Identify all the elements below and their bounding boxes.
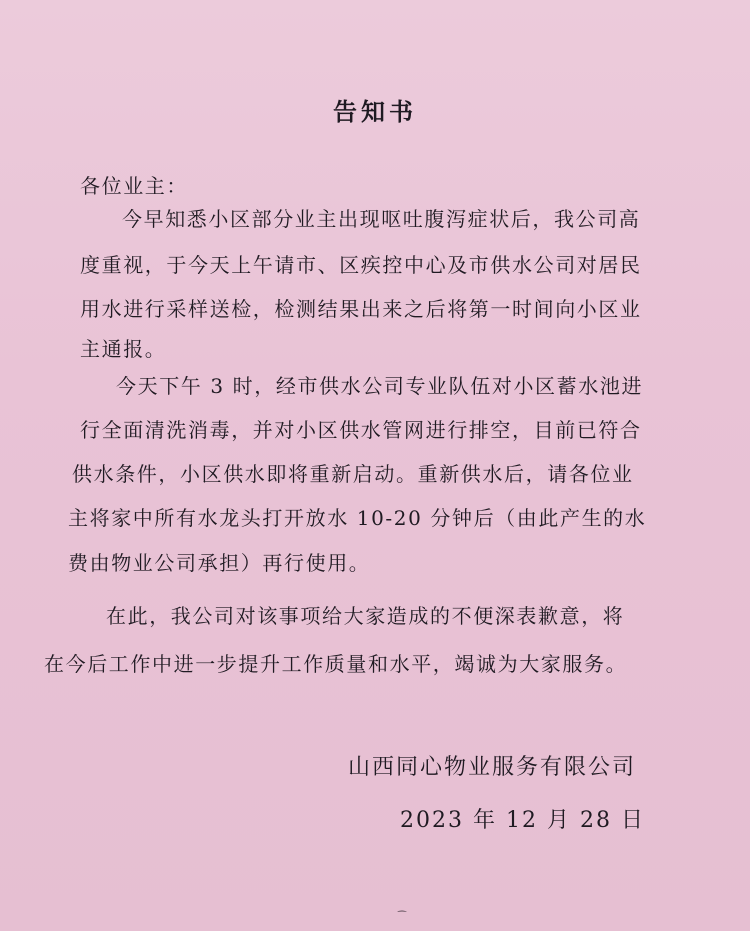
paragraph-line: 费由物业公司承担）再行使用。 bbox=[68, 551, 371, 575]
signature-company: 山西同心物业服务有限公司 bbox=[348, 755, 637, 780]
paragraph-line: 在今后工作中进一步提升工作质量和水平，竭诚为大家服务。 bbox=[44, 652, 628, 676]
paragraph-line: 行全面清洗消毒，并对小区供水管网进行排空，目前已符合 bbox=[80, 418, 642, 442]
salutation: 各位业主： bbox=[80, 174, 188, 198]
paragraph-line: 今天下午 3 时，经市供水公司专业队伍对小区蓄水池进 bbox=[116, 374, 644, 398]
paragraph-line: 主将家中所有水龙头打开放水 10-20 分钟后（由此产生的水 bbox=[68, 506, 647, 530]
paragraph-line: 供水条件，小区供水即将重新启动。重新供水后，请各位业 bbox=[72, 462, 634, 486]
paragraph-line: 用水进行采样送检，检测结果出来之后将第一时间向小区业 bbox=[80, 297, 642, 321]
paragraph-line: 主通报。 bbox=[80, 337, 167, 361]
paragraph-line: 今早知悉小区部分业主出现呕吐腹泻症状后，我公司高 bbox=[122, 207, 641, 231]
paragraph-line: 度重视，于今天上午请市、区疾控中心及市供水公司对居民 bbox=[80, 253, 642, 277]
paragraph-line: 在此，我公司对该事项给大家造成的不便深表歉意，将 bbox=[106, 604, 625, 628]
page-mark-icon: ⁀ bbox=[398, 912, 407, 923]
signature-date: 2023 年 12 月 28 日 bbox=[400, 808, 645, 833]
page-title: 告知书 bbox=[333, 98, 417, 126]
